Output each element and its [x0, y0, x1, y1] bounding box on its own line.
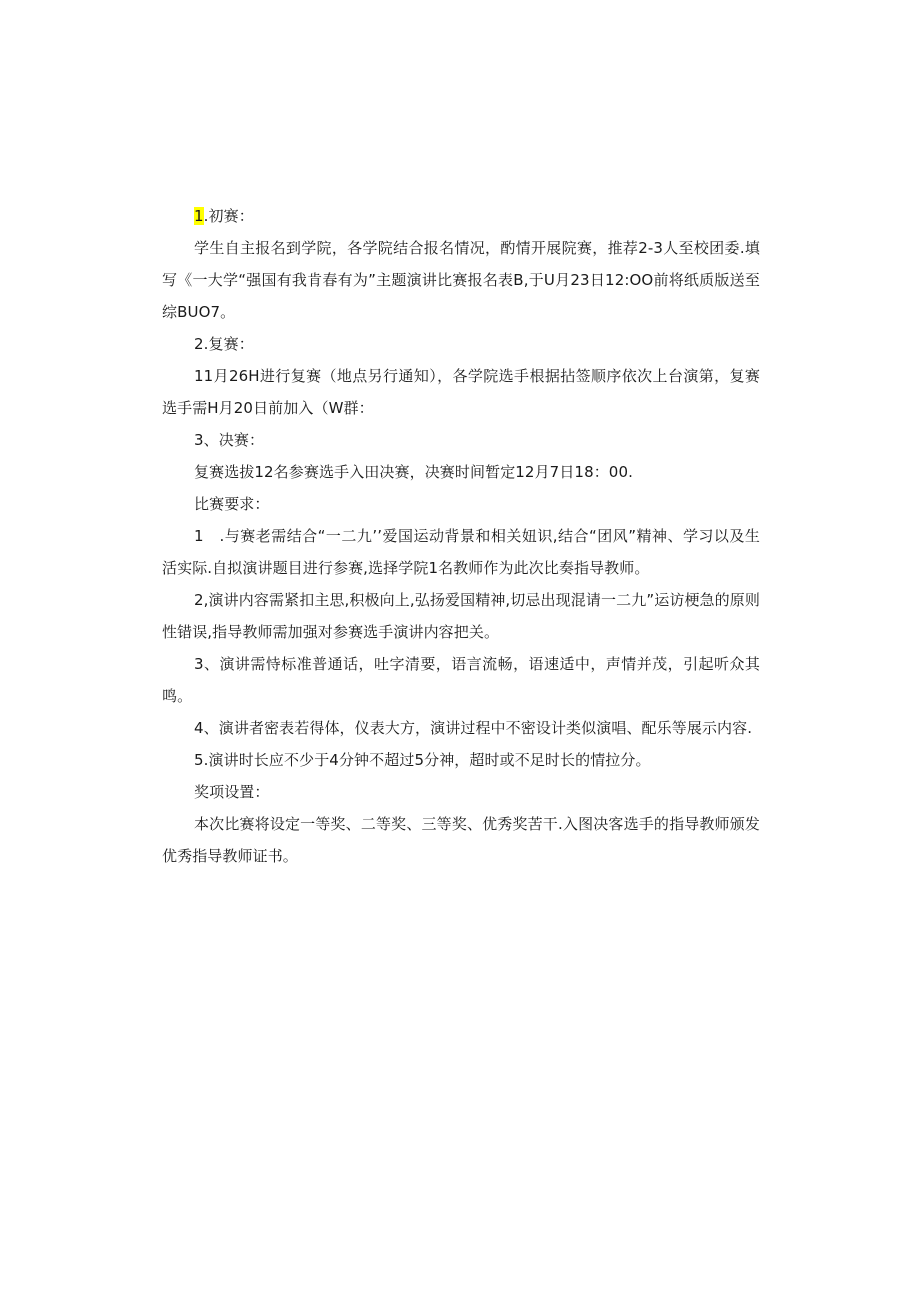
- section-heading-semifinal: 2.复赛：: [194, 335, 254, 353]
- requirement-item-1: 1 .与赛老需结合“一二九’’爱国运动背景和相关妞识,结合“团风”精神、学习以及生活实际.自拟演讲题目进行参赛,选择学院1名教师作为此次比奏指导教师。: [162, 527, 760, 577]
- paragraph-preliminary-details: 学生自主报名到学院，各学院结合报名情况，酌情开展院赛，推荐2-3人至校团委.填写《一大学“强国有我肯春有为”主题演讲比赛报名表B,于U月23日12:OO前将纸质版送至综BUO7。: [162, 239, 760, 321]
- requirement-item-4: 4、演讲者密表若得体，仪表大方，演讲过程中不密设计类似演唱、配乐等展示内容.: [194, 719, 753, 737]
- paragraph-semifinal-details: 11月26H进行复赛（地点另行通知），各学院选手根据拈签顺序依次上台演第，复赛选手需H月20日前加入（W群：: [162, 367, 760, 417]
- document-body: [162, 200, 760, 872]
- section-heading-requirements: 比赛要求：: [194, 495, 270, 513]
- requirement-item-5: 5.演讲时长应不少于4分钟不超过5分神，超时或不足时长的情拉分。: [194, 751, 651, 769]
- requirement-item-2: 2,演讲内容需紧扣主思,积极向上,弘扬爱国精神,切忌出现混请一二九”运访梗急的原则性错误,指导教师需加强对参赛选手演讲内容把关。: [162, 591, 760, 641]
- requirement-item-3: 3、演讲需恃标准普通话，吐字清要，语言流畅，语速适中，声情并茂，引起听众其鸣。: [162, 655, 760, 705]
- highlighted-marker: 1: [194, 207, 204, 225]
- section-heading-awards: 奖项设置：: [194, 783, 270, 801]
- section-heading-preliminary: [162, 200, 760, 232]
- heading-text: .初赛：: [203, 207, 254, 225]
- paragraph-awards-details: 本次比赛将设定一等奖、二等奖、三等奖、优秀奖苦干.入图决客选手的指导教师颁发优秀指导教师证书。: [162, 815, 760, 865]
- paragraph-final-details: 复赛选拔12名参赛选手入田决赛，决赛时间暂定12月7日18：00.: [194, 463, 633, 481]
- section-heading-final: 3、决赛：: [194, 431, 265, 449]
